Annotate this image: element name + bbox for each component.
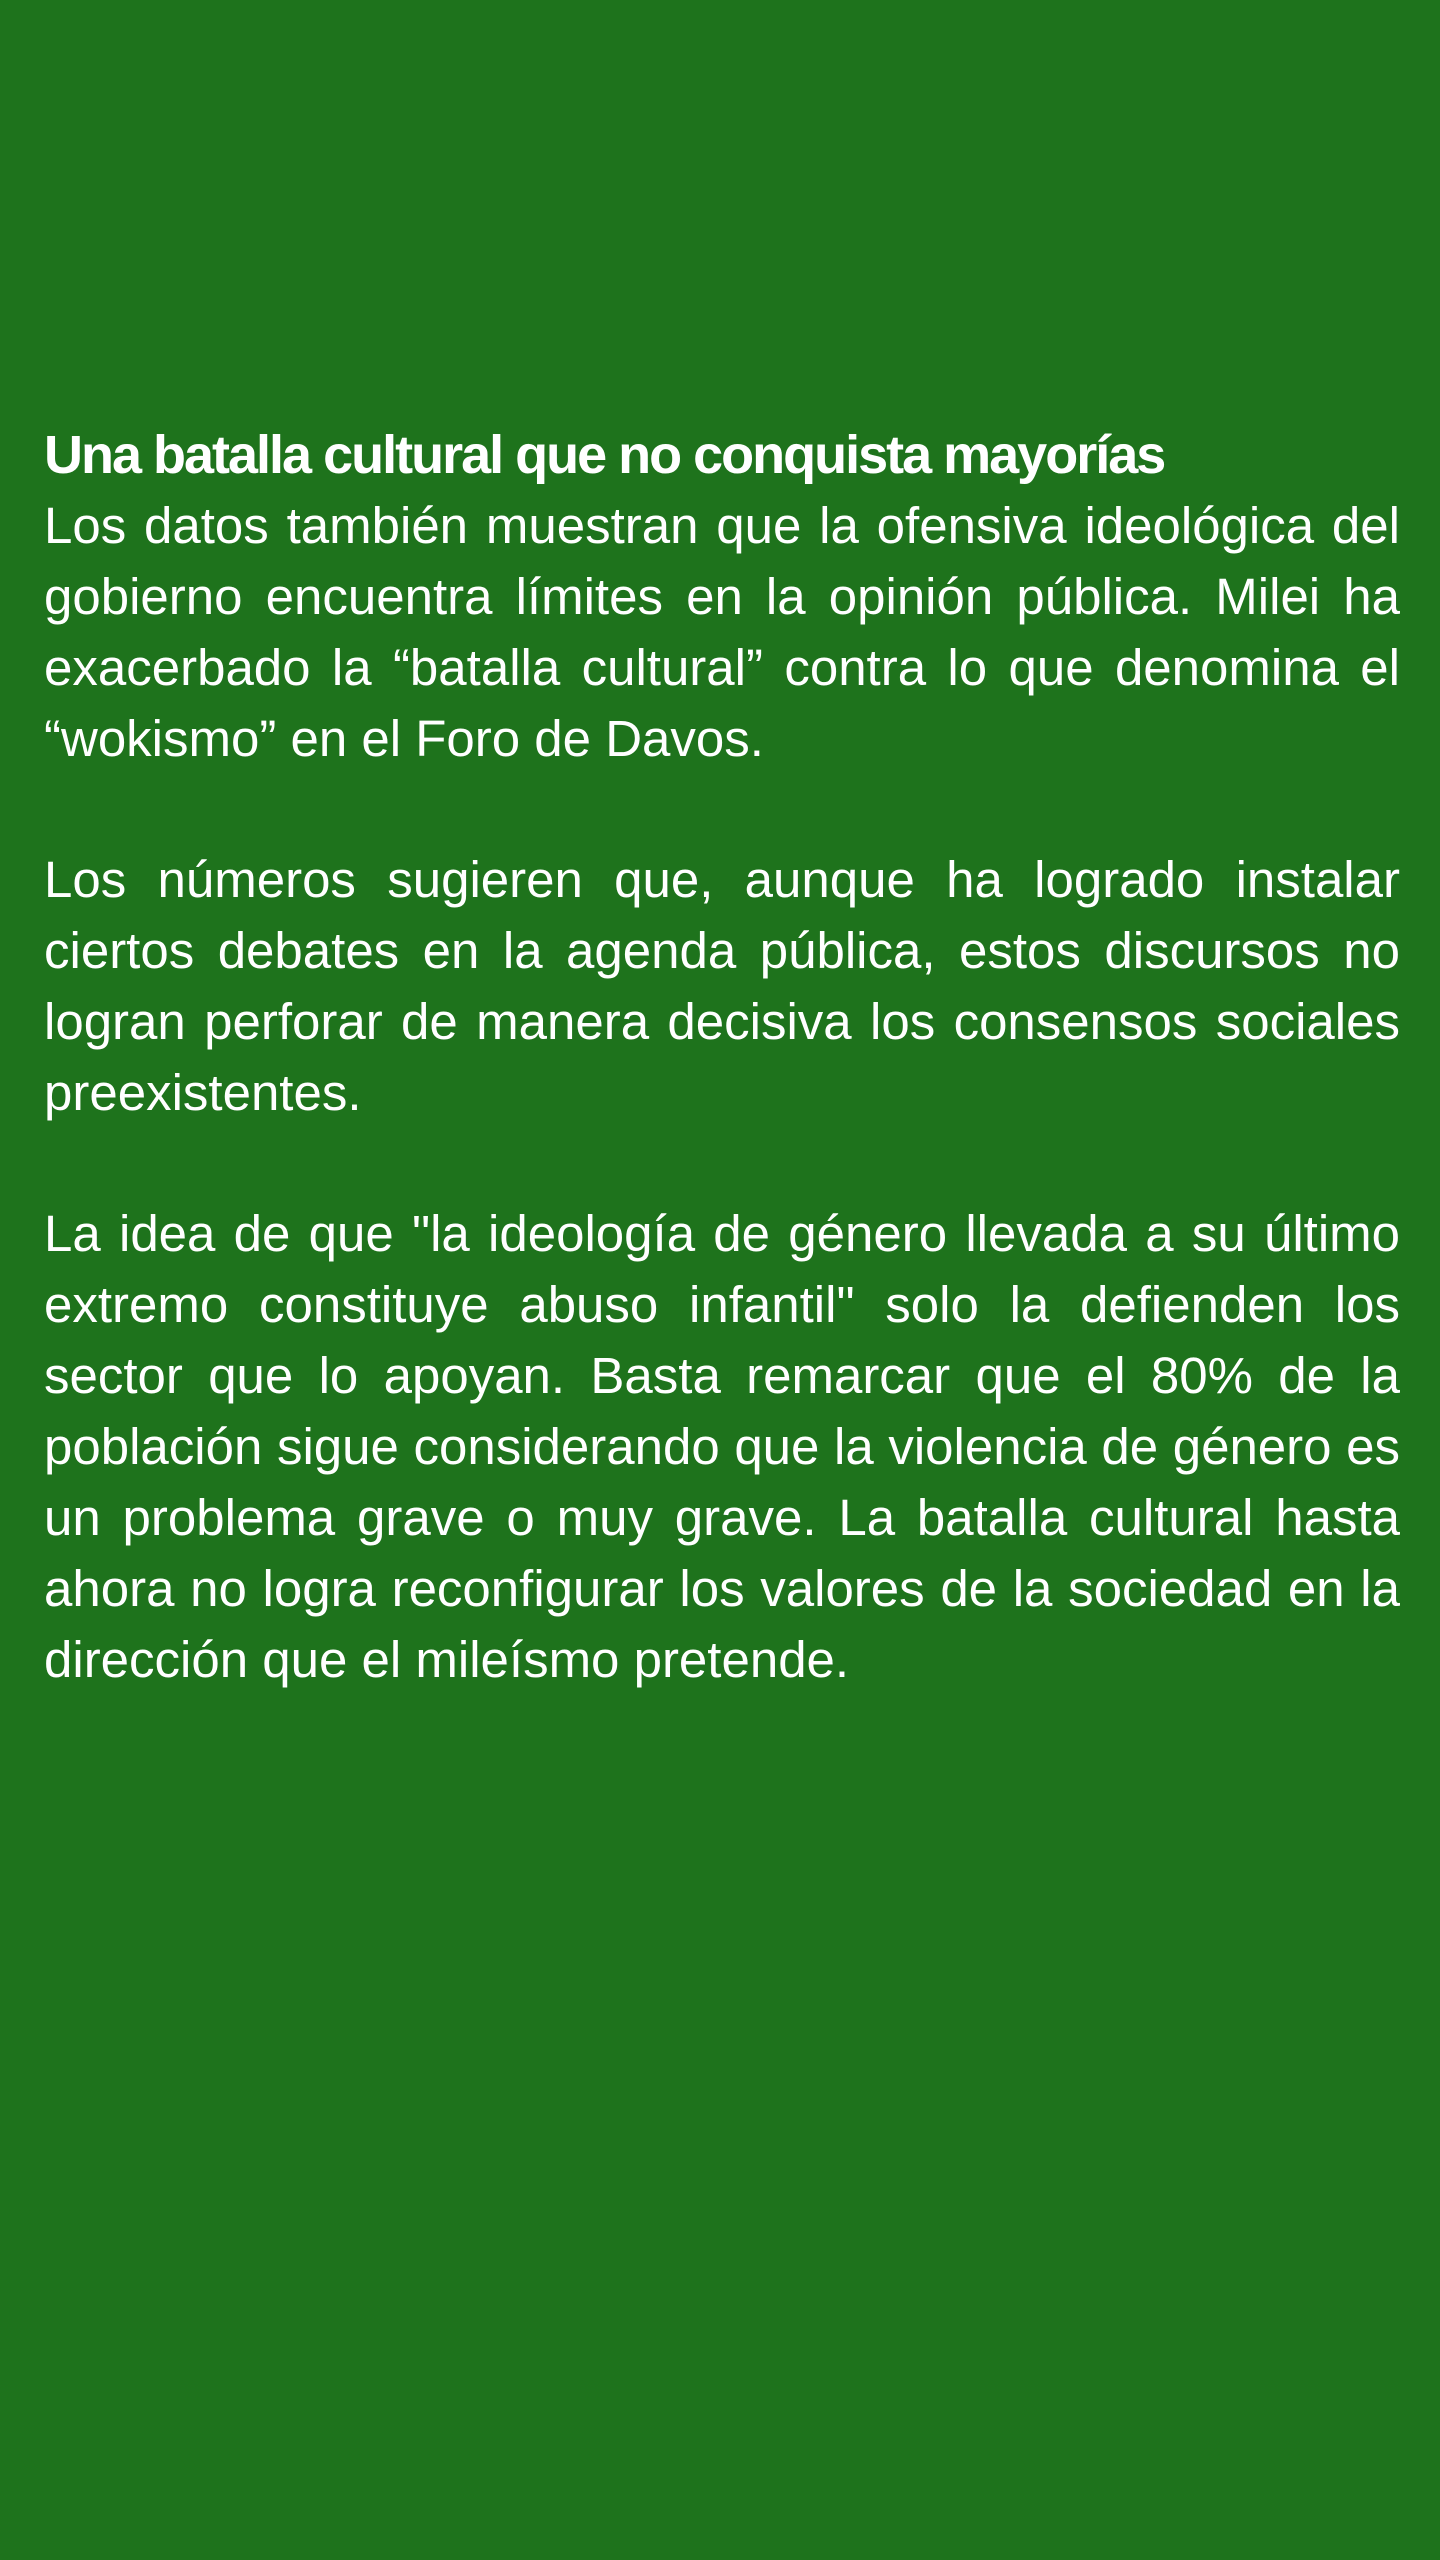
article-body [44, 420, 1400, 1695]
article-title: Una batalla cultural que no conquista mayorías [44, 425, 1165, 485]
paragraph-1: Los datos también muestran que la ofensiva ideológica del gobierno encuentra límites en la opinión pública. Milei ha exacerbado la “batalla cultural” contra lo que denomina el “wokismo” en el Foro de Davos. [44, 497, 1400, 767]
paragraph-3: La idea de que "la ideología de género llevada a su último extremo constituye abuso infantil" solo la defienden los sector que lo apoyan. Basta remarcar que el 80% de la población sigue considerando que la violencia de género es un problema grave o muy grave. La batalla cultural hasta ahora no logra reconfigurar los valores de la sociedad en la dirección que el mileísmo pretende. [44, 1205, 1400, 1688]
paragraph-2: Los números sugieren que, aunque ha logrado instalar ciertos debates en la agenda pública, estos discursos no logran perforar de manera decisiva los consensos sociales preexistentes. [44, 851, 1400, 1121]
